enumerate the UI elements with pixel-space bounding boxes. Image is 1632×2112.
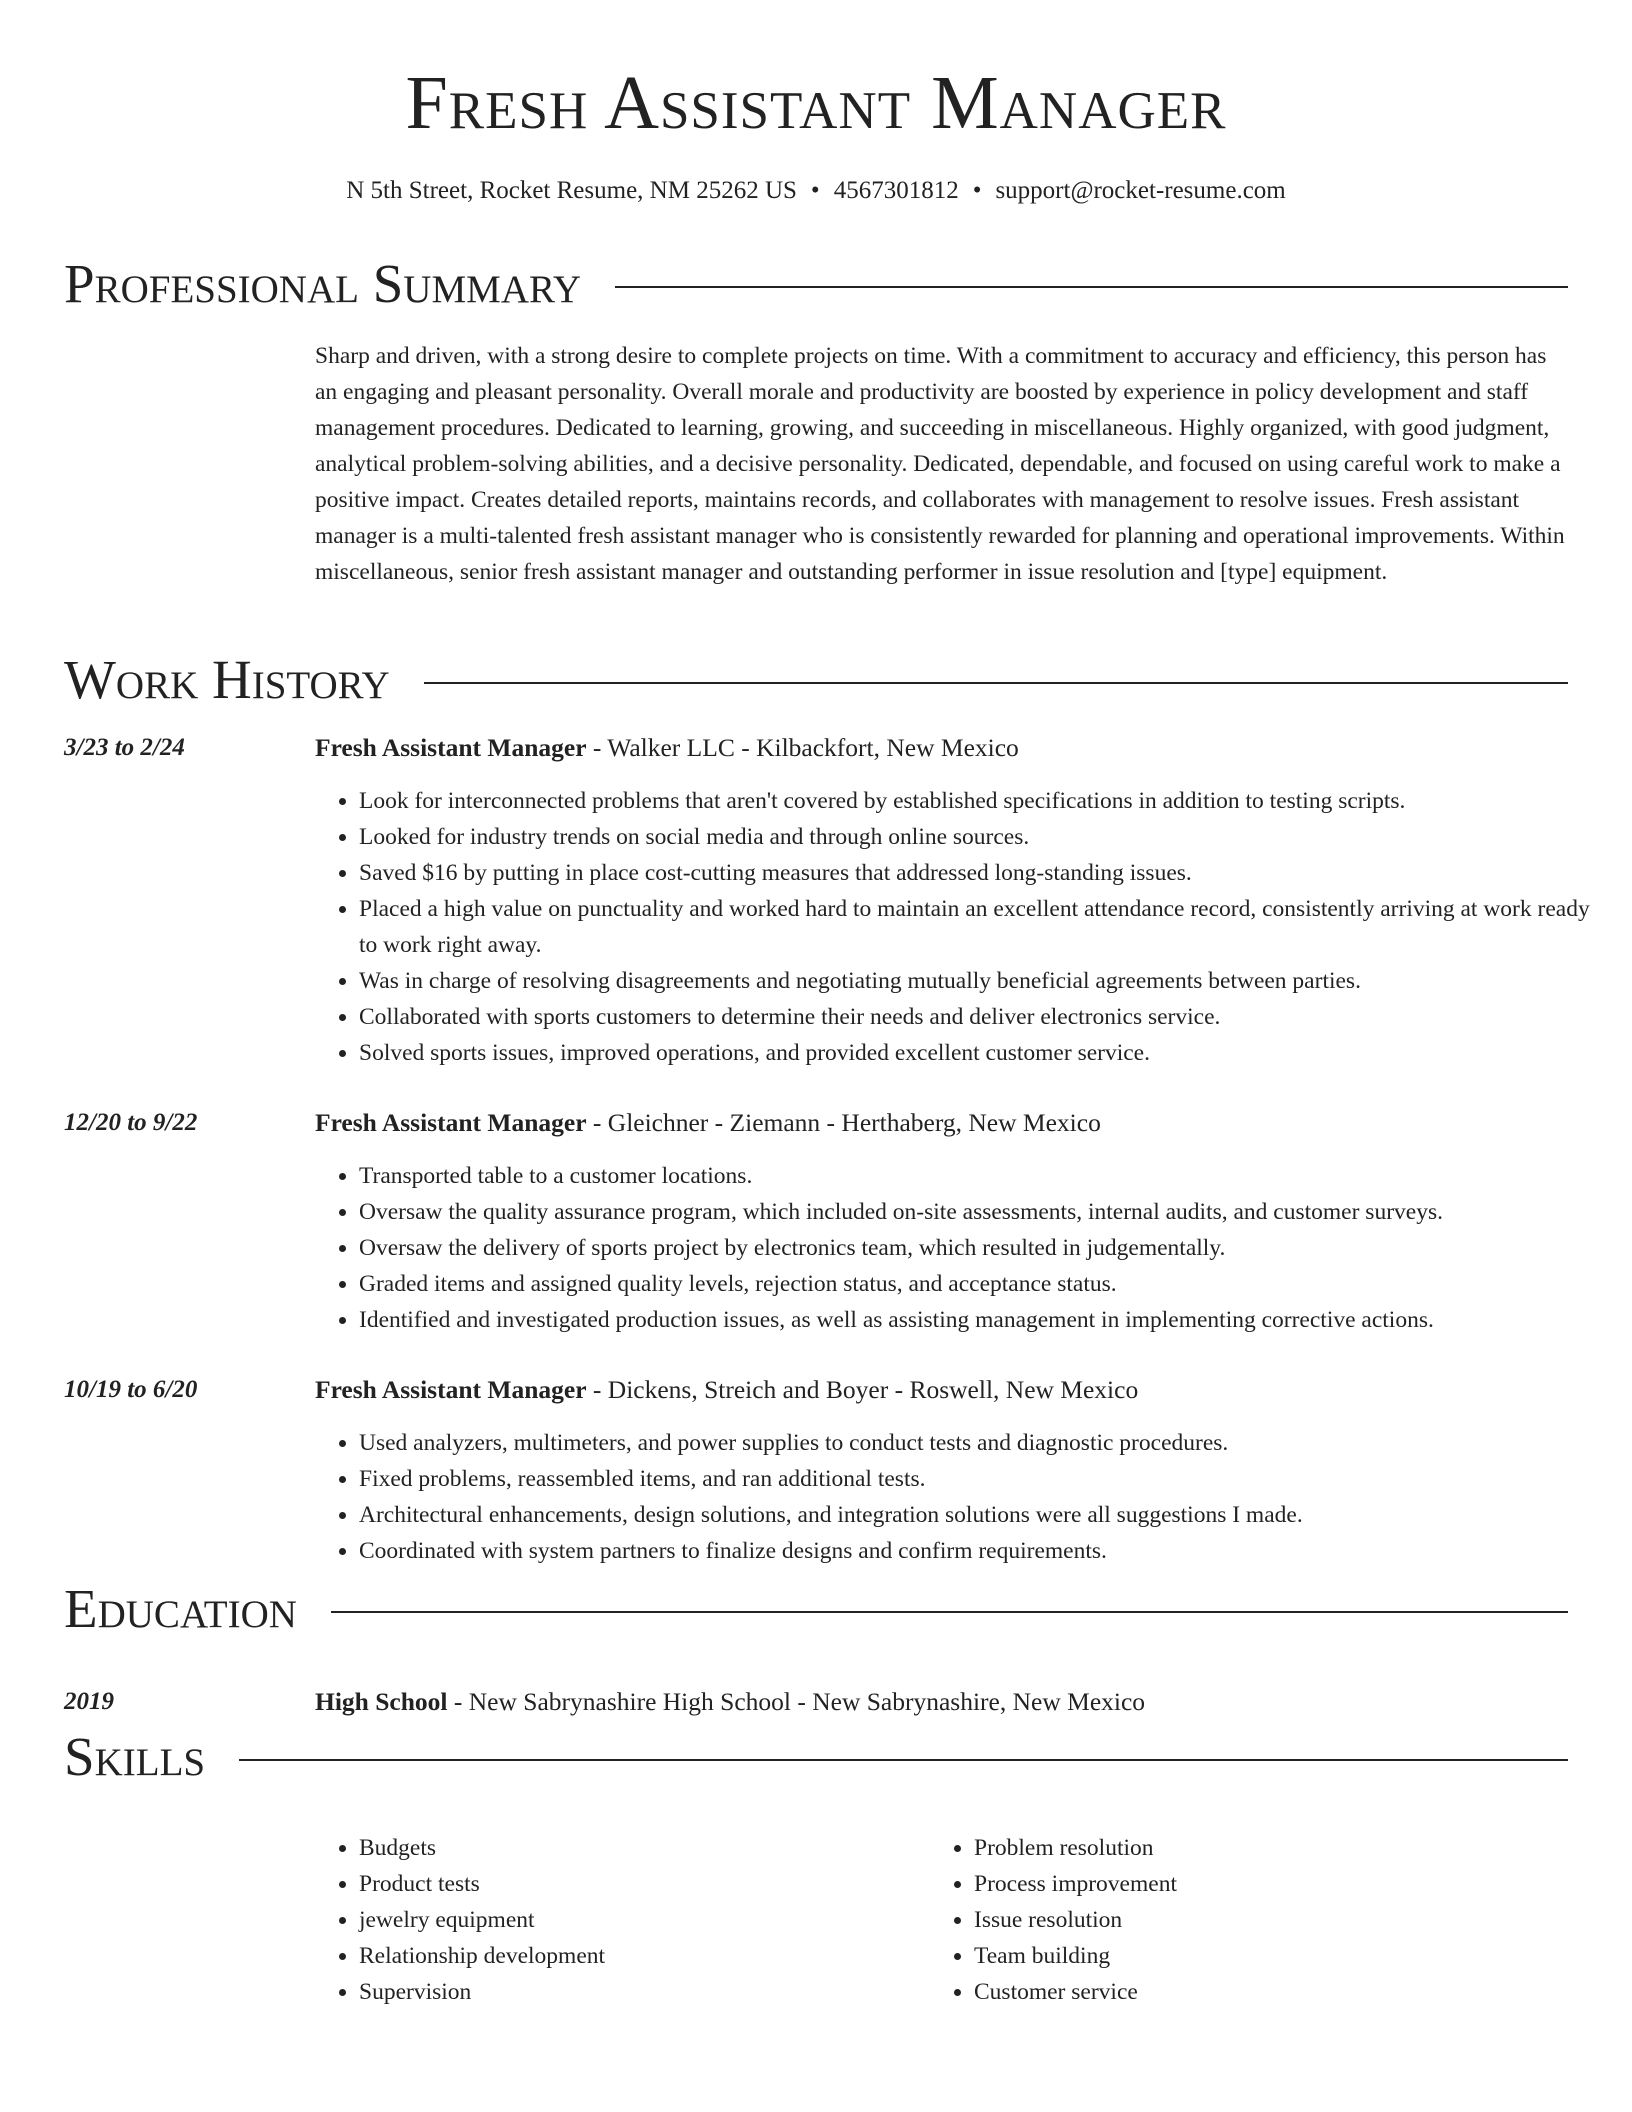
skills-column-left xyxy=(315,1830,919,2010)
job-bullet: • Look for interconnected problems that aren't covered by established specifications in addition to testing scripts. xyxy=(359,783,1612,819)
contact-separator: • xyxy=(972,177,982,204)
skill-item: • Team building xyxy=(974,1938,1534,1974)
job-heading xyxy=(315,731,1019,765)
job-bullet: • Fixed problems, reassembled items, and ran additional tests. xyxy=(359,1461,1612,1497)
work-section-header xyxy=(64,648,1568,712)
job-title: Fresh Assistant Manager xyxy=(315,733,587,762)
summary-section-header xyxy=(64,252,1568,316)
skills-column-right xyxy=(930,1830,1534,2010)
job-bullets xyxy=(315,1425,1612,1569)
job-bullet: • Graded items and assigned quality levels, rejection status, and acceptance status. xyxy=(359,1266,1612,1302)
skill-item: • Issue resolution xyxy=(974,1902,1534,1938)
job-bullet: • Solved sports issues, improved operations, and provided excellent customer service. xyxy=(359,1035,1612,1071)
summary-text: Sharp and driven, with a strong desire to complete projects on time. With a commitment to accuracy and efficiency, this person has an engaging and pleasant personality. Overall morale and productivity are boosted by experience in policy development and staff management procedures. Dedicated to learning, growing, and succeeding in miscellaneous. Highly organized, with good judgment, analytical problem-solving abilities, and a decisive personality. Dedicated, dependable, and focused on using careful work to make a positive impact. Creates detailed reports, maintains records, and collaborates with management to resolve issues. Fresh assistant manager is a multi-talented fresh assistant manager who is consistently rewarded for planning and operational improvements. Within miscellaneous, senior fresh assistant manager and outstanding performer in issue resolution and [type] equipment. xyxy=(315,343,1565,585)
job-employer: - Walker LLC - Kilbackfort, New Mexico xyxy=(586,733,1019,762)
job-bullet: • Placed a high value on punctuality and worked hard to maintain an excellent attendance record, consistently arriving at work ready to work right away. xyxy=(359,891,1612,963)
education-section-header xyxy=(64,1577,1568,1641)
job-bullet: • Used analyzers, multimeters, and power supplies to conduct tests and diagnostic procedures. xyxy=(359,1425,1612,1461)
job-bullet: • Transported table to a customer locations. xyxy=(359,1158,1612,1194)
job-title: Fresh Assistant Manager xyxy=(315,1375,587,1404)
contact-line xyxy=(0,174,1632,208)
skills-section-header xyxy=(64,1725,1568,1789)
job-bullet: • Looked for industry trends on social media and through online sources. xyxy=(359,819,1612,855)
skill-item: • Customer service xyxy=(974,1974,1534,2010)
job-bullets xyxy=(315,1158,1612,1338)
job-bullet: • Oversaw the delivery of sports project by electronics team, which resulted in judgementally. xyxy=(359,1230,1612,1266)
job-heading xyxy=(315,1106,1101,1140)
education-school: - New Sabrynashire High School - New Sabrynashire, New Mexico xyxy=(447,1687,1146,1716)
job-employer: - Gleichner - Ziemann - Herthaberg, New Mexico xyxy=(586,1108,1101,1137)
contact-address: N 5th Street, Rocket Resume, NM 25262 US xyxy=(346,177,797,204)
skill-item: • Relationship development xyxy=(359,1938,919,1974)
section-divider xyxy=(424,682,1568,684)
section-divider xyxy=(239,1759,1568,1761)
skill-item: • jewelry equipment xyxy=(359,1902,919,1938)
job-heading xyxy=(315,1373,1138,1407)
job-bullet: • Coordinated with system partners to finalize designs and confirm requirements. xyxy=(359,1533,1612,1569)
education-year: 2019 xyxy=(64,1688,114,1715)
job-dates: 3/23 to 2/24 xyxy=(64,734,185,761)
skill-item: • Problem resolution xyxy=(974,1830,1534,1866)
job-dates: 10/19 to 6/20 xyxy=(64,1376,198,1403)
education-section-title: Education xyxy=(64,1578,297,1639)
candidate-name: Fresh Assistant Manager xyxy=(405,61,1227,145)
contact-email: support@rocket-resume.com xyxy=(995,177,1286,204)
contact-separator: • xyxy=(810,177,820,204)
job-bullet: • Collaborated with sports customers to determine their needs and deliver electronics service. xyxy=(359,999,1612,1035)
section-divider xyxy=(331,1611,1568,1613)
job-bullet: • Identified and investigated production issues, as well as assisting management in implementing corrective actions. xyxy=(359,1302,1612,1338)
skill-item: • Process improvement xyxy=(974,1866,1534,1902)
skill-item: • Product tests xyxy=(359,1866,919,1902)
job-employer: - Dickens, Streich and Boyer - Roswell, New Mexico xyxy=(586,1375,1139,1404)
skills-section-title: Skills xyxy=(64,1726,206,1787)
job-bullet: • Was in charge of resolving disagreements and negotiating mutually beneficial agreements between parties. xyxy=(359,963,1612,999)
job-dates: 12/20 to 9/22 xyxy=(64,1109,198,1136)
job-title: Fresh Assistant Manager xyxy=(315,1108,587,1137)
skill-item: • Supervision xyxy=(359,1974,919,2010)
job-bullet: • Saved $16 by putting in place cost-cutting measures that addressed long-standing issues. xyxy=(359,855,1612,891)
summary-section-title: Professional Summary xyxy=(64,253,582,314)
job-bullet: • Architectural enhancements, design solutions, and integration solutions were all suggestions I made. xyxy=(359,1497,1612,1533)
education-heading xyxy=(315,1685,1145,1719)
contact-phone: 4567301812 xyxy=(833,177,959,204)
section-divider xyxy=(615,286,1568,288)
work-section-title: Work History xyxy=(64,649,390,710)
job-bullet: • Oversaw the quality assurance program, which included on-site assessments, internal audits, and customer surveys. xyxy=(359,1194,1612,1230)
job-bullets xyxy=(315,783,1612,1071)
education-degree: High School xyxy=(315,1687,448,1716)
skill-item: • Budgets xyxy=(359,1830,919,1866)
